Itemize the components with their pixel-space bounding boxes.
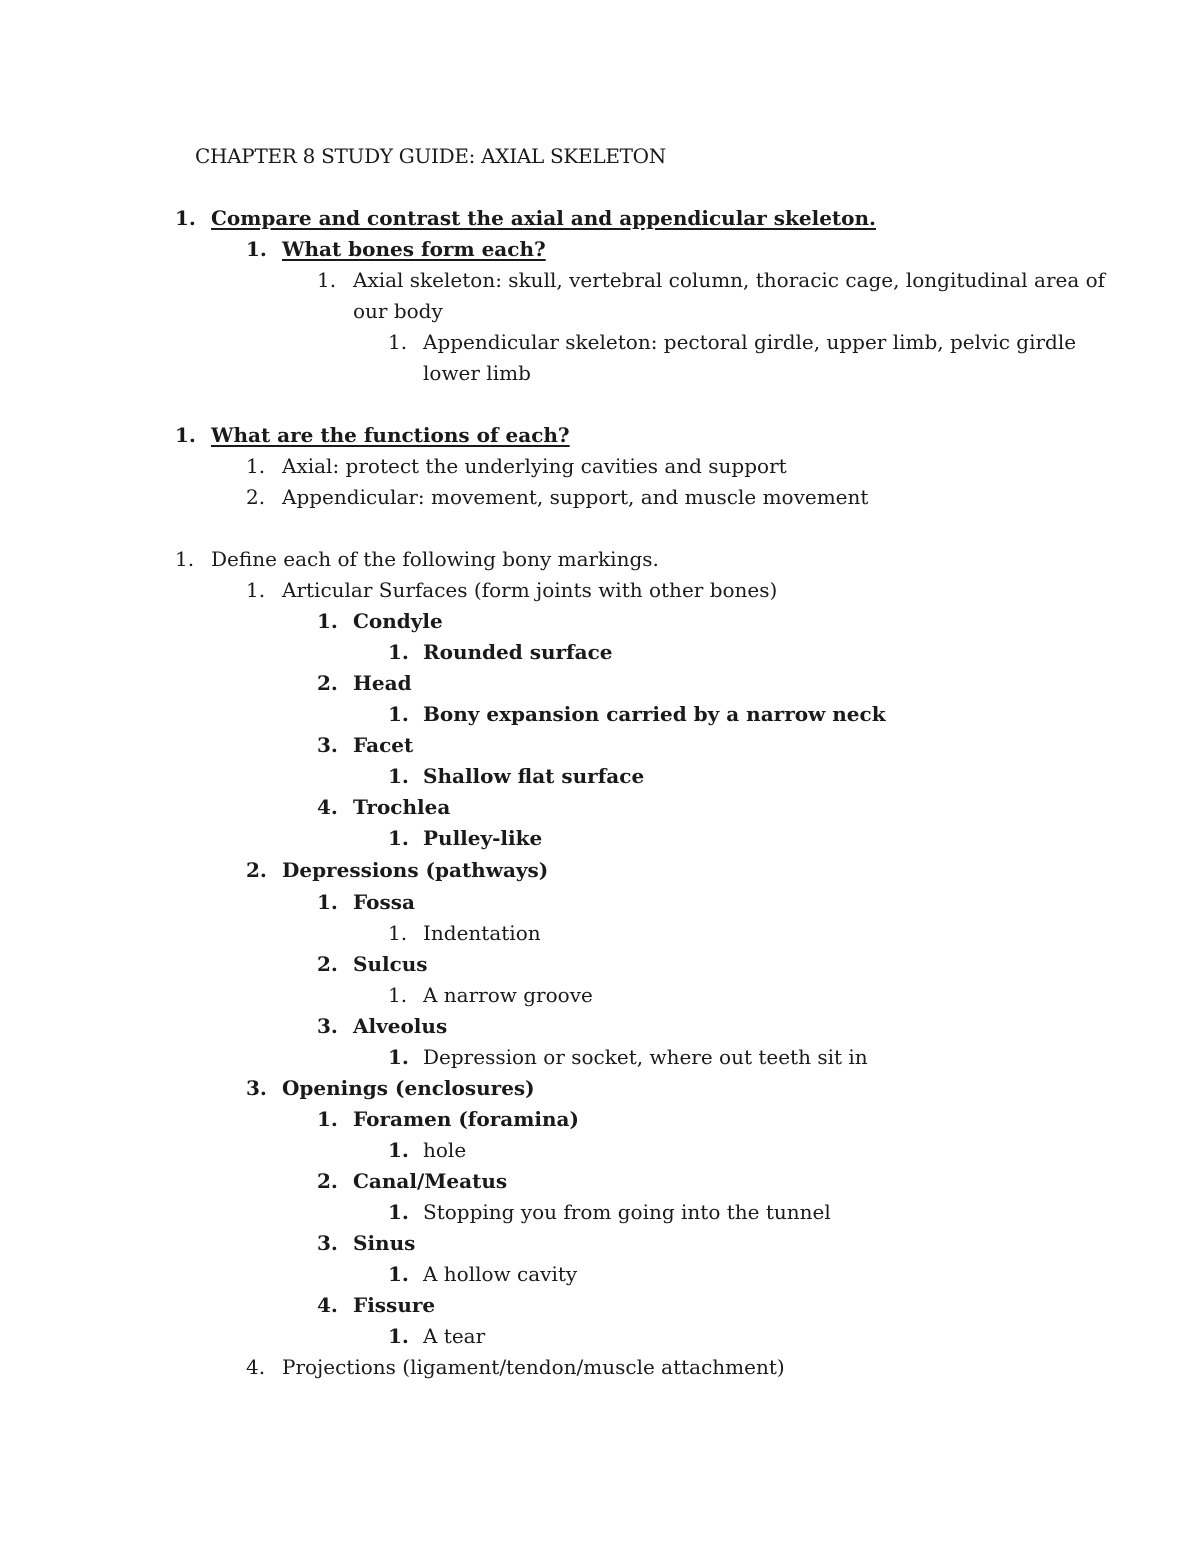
- list-item: [0, 918, 1200, 949]
- list-item: [0, 1104, 1200, 1135]
- list-text: Depression or socket, where out teeth sit in: [423, 1045, 868, 1069]
- list-item: [0, 761, 1200, 792]
- list-item: [0, 606, 1200, 637]
- list-item: [0, 792, 1200, 823]
- list-number: 2.: [317, 671, 338, 695]
- list-item: [0, 544, 1200, 575]
- list-item: [0, 980, 1200, 1011]
- list-item: [0, 482, 1200, 513]
- list-item: [0, 1321, 1200, 1352]
- list-item: [0, 327, 1200, 358]
- list-item: [0, 1290, 1200, 1321]
- list-number: 1.: [317, 609, 338, 633]
- list-item: [0, 1073, 1200, 1104]
- list-text: Articular Surfaces (form joints with other bones): [282, 578, 778, 602]
- list-text: Bony expansion carried by a narrow neck: [423, 702, 886, 726]
- list-item: [0, 420, 1200, 451]
- list-text: Define each of the following bony markings.: [211, 547, 659, 571]
- list-item: [0, 1228, 1200, 1259]
- list-number: 2.: [317, 952, 338, 976]
- list-text: A tear: [423, 1324, 486, 1348]
- list-item: [0, 1042, 1200, 1073]
- list-number: 1.: [388, 1138, 409, 1162]
- list-item: [0, 1166, 1200, 1197]
- list-number: 1.: [388, 1262, 409, 1286]
- list-number: 1.: [246, 454, 266, 478]
- list-number: 1.: [246, 578, 266, 602]
- list-text: What bones form each?: [282, 237, 546, 261]
- list-number: 4.: [317, 795, 338, 819]
- list-item: [0, 637, 1200, 668]
- list-number: 1.: [317, 268, 337, 292]
- list-item: [0, 1135, 1200, 1166]
- list-text: Pulley-like: [423, 826, 543, 850]
- list-text: Openings (enclosures): [282, 1076, 535, 1100]
- list-text: Stopping you from going into the tunnel: [423, 1200, 831, 1224]
- list-number: 1.: [388, 702, 409, 726]
- list-text: Rounded surface: [423, 640, 613, 664]
- list-item: [0, 949, 1200, 980]
- list-text: Axial: protect the underlying cavities and support: [282, 454, 787, 478]
- list-item: [0, 730, 1200, 761]
- list-text: What are the functions of each?: [211, 423, 570, 447]
- list-item: [0, 296, 1200, 327]
- list-number: 2.: [246, 858, 267, 882]
- list-number: 4.: [317, 1293, 338, 1317]
- list-text: Trochlea: [353, 795, 451, 819]
- list-number: 1.: [388, 921, 408, 945]
- list-text: Appendicular: movement, support, and muscle movement: [282, 485, 869, 509]
- list-number: 2.: [317, 1169, 338, 1193]
- list-text: Axial skeleton: skull, vertebral column, thoracic cage, longitudinal area of: [353, 268, 1106, 292]
- list-text: Compare and contrast the axial and appendicular skeleton.: [211, 206, 876, 230]
- list-text: Fissure: [353, 1293, 436, 1317]
- list-text: Canal/Meatus: [353, 1169, 508, 1193]
- list-item: [0, 699, 1200, 730]
- list-number: 1.: [388, 1200, 409, 1224]
- list-number: 3.: [317, 1014, 338, 1038]
- list-number: 1.: [175, 206, 196, 230]
- list-text: hole: [423, 1138, 467, 1162]
- list-text: A narrow groove: [423, 983, 593, 1007]
- list-number: 3.: [317, 733, 338, 757]
- list-number: 1.: [175, 423, 196, 447]
- list-item: [0, 451, 1200, 482]
- list-text: Shallow flat surface: [423, 764, 645, 788]
- document-title: CHAPTER 8 STUDY GUIDE: AXIAL SKELETON: [195, 144, 666, 168]
- list-item: [0, 668, 1200, 699]
- list-text: Condyle: [353, 609, 443, 633]
- list-number: 1.: [317, 1107, 338, 1131]
- list-number: 1.: [246, 237, 267, 261]
- list-text: Sulcus: [353, 952, 428, 976]
- list-text: Appendicular skeleton: pectoral girdle, upper limb, pelvic girdle: [423, 330, 1077, 354]
- list-text: A hollow cavity: [423, 1262, 578, 1286]
- list-text: our body: [353, 299, 443, 323]
- list-number: 4.: [246, 1355, 266, 1379]
- list-number: 1.: [388, 1045, 409, 1069]
- list-item: [0, 1352, 1200, 1383]
- list-text: lower limb: [423, 361, 531, 385]
- list-number: 3.: [317, 1231, 338, 1255]
- list-item: [0, 1197, 1200, 1228]
- list-number: 1.: [388, 1324, 409, 1348]
- list-item: [0, 1259, 1200, 1290]
- list-text: Depressions (pathways): [282, 858, 549, 882]
- list-number: 1.: [388, 983, 408, 1007]
- list-item: [0, 575, 1200, 606]
- list-number: 1.: [388, 764, 409, 788]
- list-number: 1.: [388, 640, 409, 664]
- list-number: 1.: [317, 890, 338, 914]
- list-item: [0, 358, 1200, 389]
- list-number: 1.: [388, 826, 409, 850]
- list-number: 2.: [246, 485, 266, 509]
- list-text: Sinus: [353, 1231, 416, 1255]
- list-text: Head: [353, 671, 412, 695]
- list-number: 1.: [388, 330, 408, 354]
- list-item: [0, 203, 1200, 234]
- list-number: 1.: [175, 547, 195, 571]
- list-item: [0, 234, 1200, 265]
- list-text: Indentation: [423, 921, 541, 945]
- list-number: 3.: [246, 1076, 267, 1100]
- list-item: [0, 265, 1200, 296]
- list-item: [0, 887, 1200, 918]
- list-text: Facet: [353, 733, 414, 757]
- list-item: [0, 1011, 1200, 1042]
- list-text: Projections (ligament/tendon/muscle attachment): [282, 1355, 785, 1379]
- list-item: [0, 855, 1200, 886]
- list-text: Fossa: [353, 890, 415, 914]
- list-text: Foramen (foramina): [353, 1107, 579, 1131]
- list-item: [0, 823, 1200, 854]
- list-text: Alveolus: [353, 1014, 448, 1038]
